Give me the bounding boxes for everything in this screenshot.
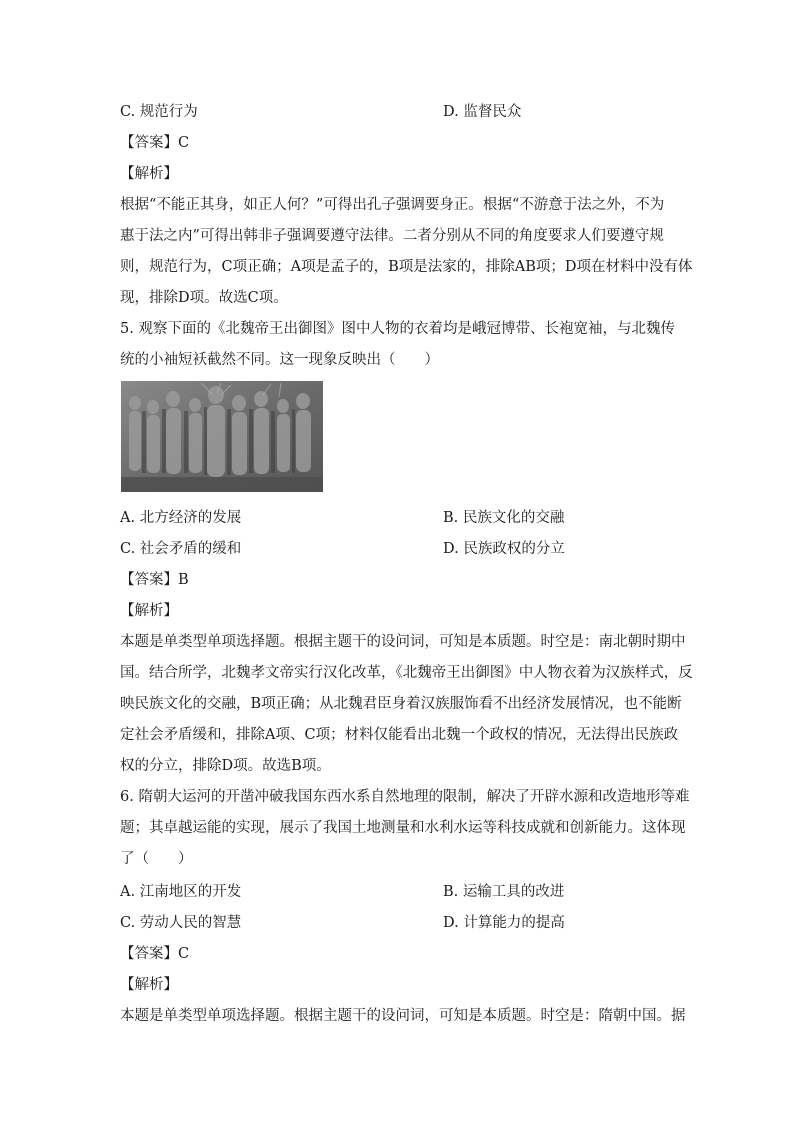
q4-analysis-line: 现，排除D项。故选C项。 <box>120 290 288 306</box>
q4-answer: 【答案】C <box>120 135 190 151</box>
q5-option-a: A. 北方经济的发展 <box>120 510 242 526</box>
q6-answer: 【答案】C <box>120 946 190 962</box>
q4-analysis-line: 根据“不能正其身，如正人何？”可得出孔子强调要身正。根据“不游意于法之外，不为 <box>120 197 665 213</box>
q5-stem-line: 5. 观察下面的《北魏帝王出御图》图中人物的衣着均是峨冠博带、长袍宽袖，与北魏传 <box>120 321 675 337</box>
relief-image-northern-wei-procession <box>121 381 323 492</box>
q5-option-b: B. 民族文化的交融 <box>443 510 565 526</box>
q4-analysis-line: 惠于法之内”可得出韩非子强调要遵守法律。二者分别从不同的角度要求人们要遵守规 <box>120 228 664 244</box>
q6-stem-line: 6. 隋朝大运河的开凿冲破我国东西水系自然地理的限制，解决了开辟水源和改造地形等难 <box>120 789 690 805</box>
q5-stem-line: 统的小袖短袄截然不同。这一现象反映出（ ） <box>120 352 439 368</box>
q4-option-c: C. 规范行为 <box>120 104 198 120</box>
q6-analysis-line: 本题是单类型单项选择题。根据主题干的设问词，可知是本质题。时空是：隋朝中国。据 <box>120 1008 686 1024</box>
q6-analysis-label: 【解析】 <box>120 977 178 993</box>
q5-analysis-line: 本题是单类型单项选择题。根据主题干的设问词，可知是本质题。时空是：南北朝时期中 <box>120 634 686 650</box>
q4-option-d: D. 监督民众 <box>443 104 522 120</box>
q6-option-c: C. 劳动人民的智慧 <box>120 915 242 931</box>
q5-analysis-label: 【解析】 <box>120 603 178 619</box>
q5-analysis-line: 权的分立，排除D项。故选B项。 <box>120 758 331 774</box>
q5-option-d: D. 民族政权的分立 <box>443 541 565 557</box>
relief-figures-graphic <box>121 381 323 492</box>
q5-option-c: C. 社会矛盾的缓和 <box>120 541 242 557</box>
q6-option-b: B. 运输工具的改进 <box>443 884 565 900</box>
q6-option-a: A. 江南地区的开发 <box>120 884 242 900</box>
q4-analysis-label: 【解析】 <box>120 166 178 182</box>
q6-stem-line: 了（ ） <box>120 851 193 867</box>
q4-analysis-line: 则，规范行为，C项正确；A项是孟子的，B项是法家的，排除AB项；D项在材料中没有体 <box>120 259 693 275</box>
q5-analysis-line: 国。结合所学，北魏孝文帝实行汉化改革，《北魏帝王出御图》中人物衣着为汉族样式，反 <box>120 665 693 681</box>
q5-answer: 【答案】B <box>120 572 189 588</box>
q5-analysis-line: 映民族文化的交融，B项正确；从北魏君臣身着汉族服饰看不出经济发展情况，也不能断 <box>120 696 682 712</box>
q6-option-d: D. 计算能力的提高 <box>443 915 565 931</box>
q5-analysis-line: 定社会矛盾缓和，排除A项、C项；材料仅能看出北魏一个政权的情况，无法得出民族政 <box>120 727 679 743</box>
q6-stem-line: 题；其卓越运能的实现，展示了我国土地测量和水利水运等科技成就和创新能力。这体现 <box>120 820 686 836</box>
